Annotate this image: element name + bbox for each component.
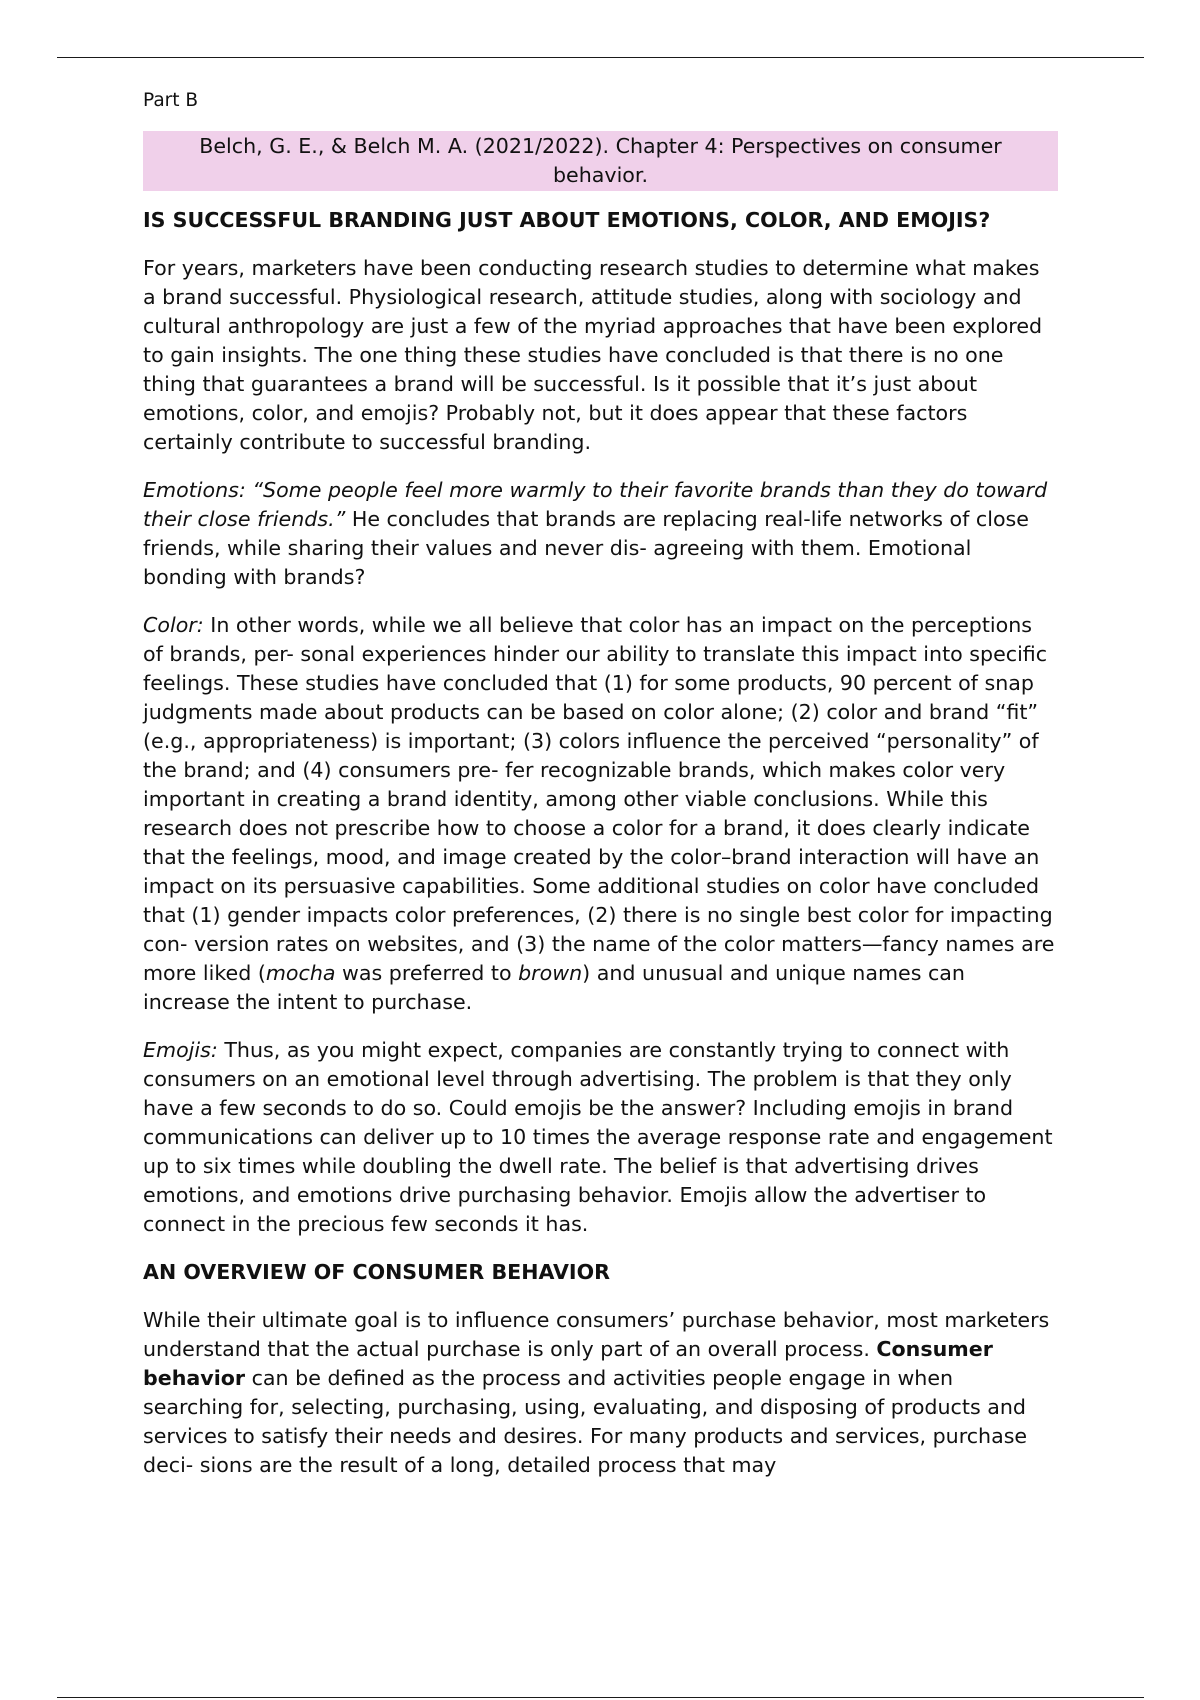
overview-text-1: While their ultimate goal is to influence consumers’ purchase behavior, most marketers understand that the actual purchase is only part of an overall process. xyxy=(143,1308,1050,1361)
document-body xyxy=(143,88,1058,1499)
emotions-paragraph xyxy=(143,476,1058,592)
color-italic-brown: brown xyxy=(518,961,583,985)
color-text-1: In other words, while we all believe that color has an impact on the perceptions of brands, per- sonal experiences hinder our ability to translate this impact into specific feelings. These studies have concluded that (1) for some products, 90 percent of snap judgments made about products can be based on color alone; (2) color and brand “fit” (e.g., appropriateness) is important; (3) colors influence the perceived “personality” of the brand; and (4) consumers pre- fer recognizable brands, which makes color very important in creating a brand identity, among other viable conclusions. While this research does not prescribe how to choose a color for a brand, it does clearly indicate that the feelings, mood, and image created by the color–brand interaction will have an impact on its persuasive capabilities. Some additional studies on color have concluded that (1) gender impacts color preferences, (2) there is no single best color for impacting con- version rates on websites, and (3) the name of the color matters—fancy names are more liked ( xyxy=(143,613,1055,985)
emojis-paragraph xyxy=(143,1036,1058,1239)
overview-bold-term: Consumer behavior xyxy=(143,1337,993,1390)
color-text-2: was preferred to xyxy=(335,961,519,985)
overview-paragraph xyxy=(143,1306,1058,1480)
emojis-text: Thus, as you might expect, companies are constantly trying to connect with consumers on an emotional level through advertising. The problem is that they only have a few seconds to do so. Could emojis be the answer? Including emojis in brand communications can deliver up to 10 times the average response rate and engagement up to six times while doubling the dwell rate. The belief is that advertising drives emotions, and emotions drive purchasing behavior. Emojis allow the advertiser to connect in the precious few seconds it has. xyxy=(143,1038,1053,1236)
intro-paragraph: For years, marketers have been conducting research studies to determine what makes a brand successful. Physiological research, attitude studies, along with sociology and cultural anthropology are just a few of the myriad approaches that have been explored to gain insights. The one thing these studies have concluded is that there is no one thing that guarantees a brand will be successful. Is it possible that it’s just about emotions, color, and emojis? Probably not, but it does appear that these factors certainly contribute to successful branding. xyxy=(143,256,1043,454)
color-italic-mocha: mocha xyxy=(265,961,336,985)
emotions-label: Emotions: xyxy=(143,478,246,502)
emojis-label: Emojis: xyxy=(143,1038,218,1062)
overview-text-2: can be defined as the process and activities people engage in when searching for, selecting, purchasing, using, evaluating, and disposing of products and services to satisfy their needs and desires. For many products and services, purchase deci- sions are the result of a long, detailed process that may xyxy=(143,1366,1028,1477)
section-heading-branding: IS SUCCESSFUL BRANDING JUST ABOUT EMOTIONS, COLOR, AND EMOJIS? xyxy=(143,208,991,232)
citation-highlight: Belch, G. E., & Belch M. A. (2021/2022). Chapter 4: Perspectives on consumer behavior. xyxy=(143,131,1058,191)
color-paragraph xyxy=(143,611,1058,1017)
emotions-text: He concludes that brands are replacing real-life networks of close friends, while sharing their values and never dis- agreeing with them. Emotional bonding with brands? xyxy=(143,507,1029,589)
emotions-quote: “Some people feel more warmly to their favorite brands than they do toward their close friends.” xyxy=(143,478,1048,531)
bottom-rule xyxy=(57,1697,1144,1698)
section-heading-overview: AN OVERVIEW OF CONSUMER BEHAVIOR xyxy=(143,1260,610,1284)
top-rule xyxy=(57,57,1144,58)
part-label: Part B xyxy=(143,90,199,111)
color-label: Color: xyxy=(143,613,204,637)
color-text-3: ) and unusual and unique names can increase the intent to purchase. xyxy=(143,961,965,1014)
